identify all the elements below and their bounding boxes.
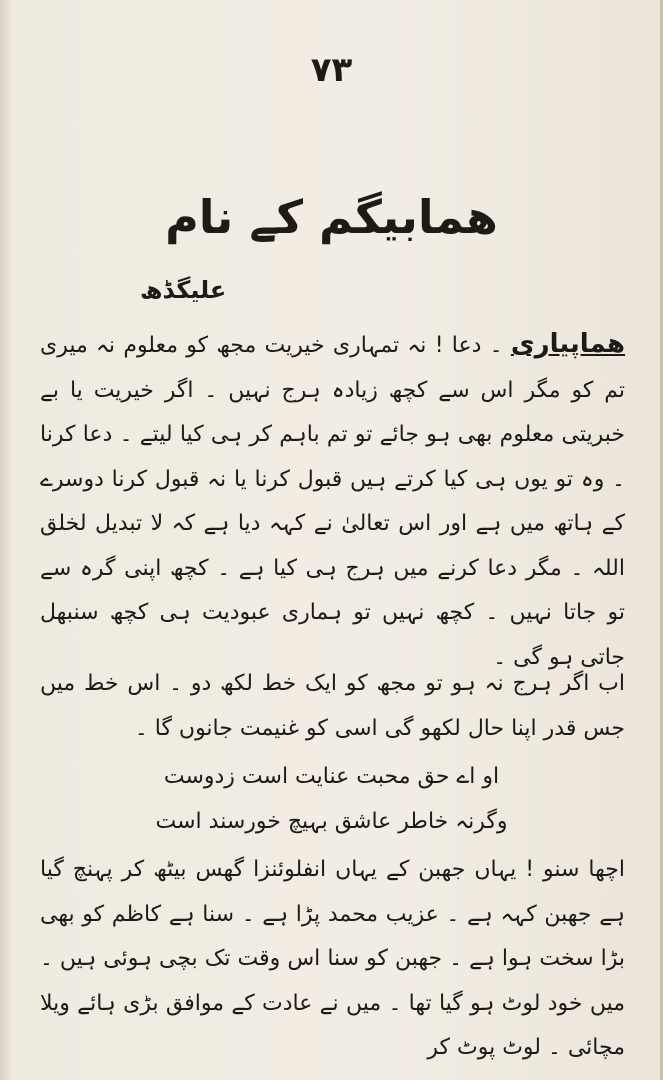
letter-paragraph-1 <box>40 322 625 680</box>
paragraph-1-text: ۔ دعا ! نہ تمہاری خیریت مجھ کو معلوم نہ میری تم کو مگر اس سے کچھ زیادہ ہرج نہیں ۔ اگر خیریت یا بے خبریتی معلوم بھی ہو جائے تو تم باہم کر ہی کیا لیتے ۔ دعا کرنا ۔ وہ تو یوں ہی کیا کرتے ہیں قبول کرنا یا نہ قبول کرنا دوسرے کے ہاتھ میں ہے اور اس تعالیٰ نے کہہ دیا ہے کہ لا تبدیل لخلق اللہ ۔ مگر دعا کرنے میں ہرج ہی کیا ہے ۔ کچھ اپنی گرہ سے تو جاتا نہیں ۔ کچھ نہیں تو ہماری عبودیت ہی کچھ سنبھل جاتی ہو گی ۔ <box>40 333 625 670</box>
letter-paragraph-2: اب اگر ہرج نہ ہو تو مجھ کو ایک خط لکھ دو ۔ اس خط میں جس قدر اپنا حال لکھو گی اسی کو غنیمت جانوں گا ۔ <box>40 671 625 741</box>
page-number: ۷۳ <box>310 50 353 90</box>
verse-line-2: وگرنہ خاطر عاشق بہیچ خورسند است <box>155 809 508 834</box>
letter-title: ھمابیگم کے نام <box>165 190 498 244</box>
salutation: ھماپیاری <box>510 329 625 359</box>
verse-line-1: او اے حق محبت عنایت است زدوست <box>163 764 500 789</box>
letter-paragraph-3: اچھا سنو ! یہاں جھبن کے یہاں انفلوئنزا گھس بیٹھ کر پہنچ گیا ہے جھبن کہہ ہے ۔ عزیب محمد پڑا ہے ۔ سنا ہے کاظم کو بھی بڑا سخت ہوا ہے ۔ جھبن کو سنا اس وقت تک بچی ہوئی ہیں ۔ میں خود لوٹ ہو گیا تھا ۔ میں نے عادت کے موافق بڑی ہائے ویلا مچائی ۔ لوٹ پوٹ کر <box>40 857 625 1060</box>
letter-place: علیگڈھ <box>140 276 227 304</box>
